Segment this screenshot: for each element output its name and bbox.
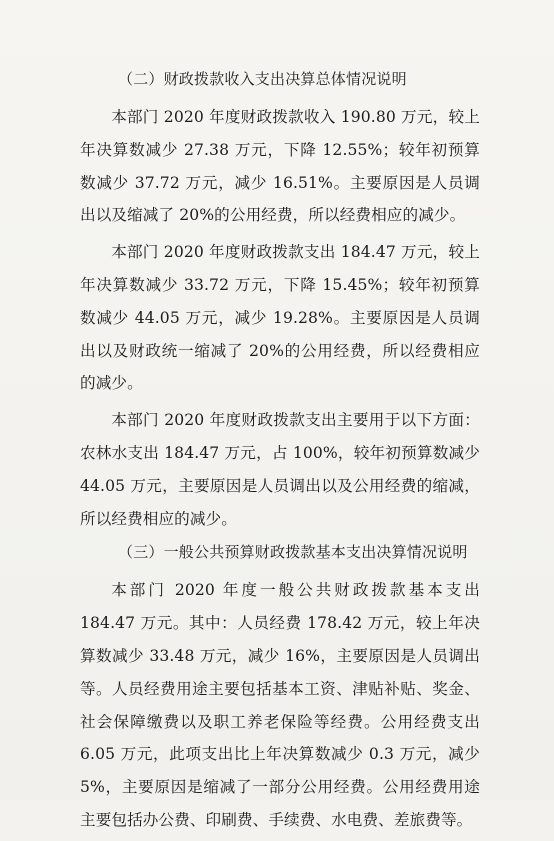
section-heading-2: （二）财政拨款收入支出决算总体情况说明 bbox=[118, 70, 407, 88]
paragraph-revenue: 本部门 2020 年度财政拨款收入 190.80 万元，较上年决算数减少 27.38 万元，下降 12.55%；较年初预算数减少 37.72 万元，减少 16.51%。主要原因是人员调出以及缩减了 20%的公用经费，所以经费相应的减少。 bbox=[80, 108, 480, 225]
section-heading-3: （三）一般公共预算财政拨款基本支出决算情况说明 bbox=[118, 543, 468, 562]
document-body bbox=[80, 64, 480, 841]
paragraph-basic-expenditure: 本部门 2020 年度一般公共财政拨款基本支出 184.47 万元。其中：人员经费 178.42 万元，较上年决算数减少 33.48 万元，减少 16%，主要原因是人员调出等。人员经费用途主要包括基本工资、津贴补贴、奖金、社会保障缴费以及职工养老保险等经费。公用经费支出 6.05 万元，此项支出比上年决算数减少 0.3 万元，减少 5%，主要原因是缩减了一部分公用经费。公用经费用途主要包括办公费、印刷费、手续费、水电费、差旅费等。 bbox=[80, 581, 480, 829]
paragraph-expenditure: 本部门 2020 年度财政拨款支出 184.47 万元，较上年决算数减少 33.72 万元，下降 15.45%；较年初预算数减少 44.05 万元，减少 19.28%。主要原因是人员调出以及财政统一缩减了 20%的公用经费，所以经费相应的减少。 bbox=[80, 243, 480, 393]
paragraph-expenditure-usage: 本部门 2020 年度财政拨款支出主要用于以下方面：农林水支出 184.47 万元，占 100%，较年初预算数减少 44.05 万元，主要原因是人员调出以及公用经费的缩减，所以经费相应的减少。 bbox=[80, 411, 480, 528]
